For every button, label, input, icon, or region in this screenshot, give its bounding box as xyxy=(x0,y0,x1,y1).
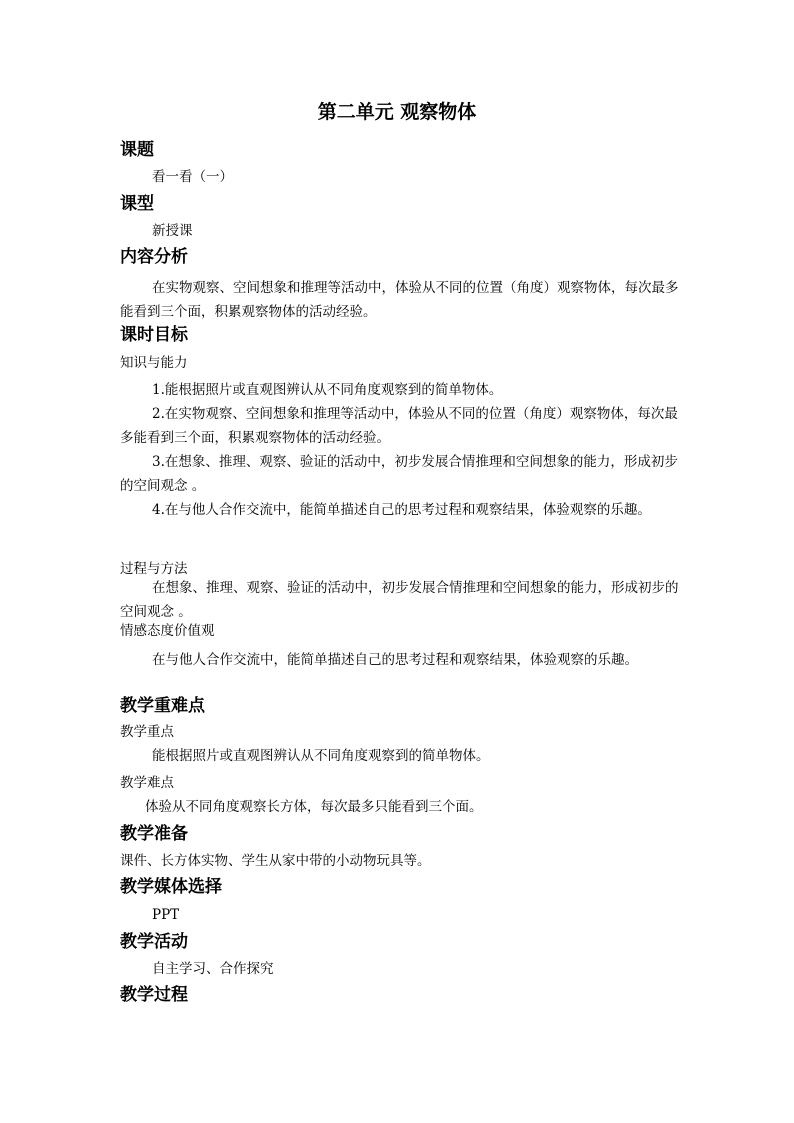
zhongdian-text: 能根据照片或直观图辨认从不同角度观察到的简单物体。 xyxy=(152,748,490,764)
heading-zhongnandian: 教学重难点 xyxy=(120,696,205,716)
mubiao-item-2: 2.在实物观察、空间想象和推理等活动中，体验从不同的位置（角度）观察物体，每次最多能看到三个面，积累观察物体的活动经验。 xyxy=(120,406,678,446)
keti-text: 看一看（一） xyxy=(152,169,233,185)
label-guocheng: 过程与方法 xyxy=(120,561,188,577)
mubiao-item-3: 3.在想象、推理、观察、验证的活动中，初步发展合情推理和空间想象的能力，形成初步的空间观念 。 xyxy=(120,454,678,494)
label-zhishi: 知识与能力 xyxy=(120,355,188,371)
label-nandian: 教学难点 xyxy=(120,775,174,791)
heading-keti: 课题 xyxy=(120,140,154,160)
mubiao-item-1: 1.能根据照片或直观图辨认从不同角度观察到的简单物体。 xyxy=(152,382,503,398)
huodong-text: 自主学习、合作探究 xyxy=(152,961,274,977)
nandian-text: 体验从不同角度观察长方体，每次最多只能看到三个面。 xyxy=(145,799,483,815)
neirong-text: 在实物观察、空间想象和推理等活动中，体验从不同的位置（角度）观察物体，每次最多能看到三个面，积累观察物体的活动经验。 xyxy=(120,280,679,320)
label-qinggan: 情感态度价值观 xyxy=(120,623,215,639)
heading-kexing: 课型 xyxy=(120,194,154,214)
zhunbei-text: 课件、长方体实物、学生从家中带的小动物玩具等。 xyxy=(120,853,431,869)
page-title: 第二单元 观察物体 xyxy=(317,101,477,123)
label-zhongdian: 教学重点 xyxy=(120,724,174,740)
heading-guocheng: 教学过程 xyxy=(120,985,188,1005)
kexing-text: 新授课 xyxy=(152,223,193,239)
guocheng-text: 在想象、推理、观察、验证的活动中，初步发展合情推理和空间想象的能力，形成初步的空间观念 。 xyxy=(120,580,679,620)
heading-zhunbei: 教学准备 xyxy=(120,824,188,844)
meiti-text: PPT xyxy=(152,907,180,923)
heading-huodong: 教学活动 xyxy=(120,932,188,952)
heading-meiti: 教学媒体选择 xyxy=(120,877,222,897)
heading-neirong: 内容分析 xyxy=(120,247,188,267)
qinggan-text: 在与他人合作交流中，能简单描述自己的思考过程和观察结果，体验观察的乐趣。 xyxy=(152,652,638,668)
heading-mubiao: 课时目标 xyxy=(120,325,188,345)
mubiao-item-4: 4.在与他人合作交流中，能简单描述自己的思考过程和观察结果，体验观察的乐趣。 xyxy=(152,502,651,518)
